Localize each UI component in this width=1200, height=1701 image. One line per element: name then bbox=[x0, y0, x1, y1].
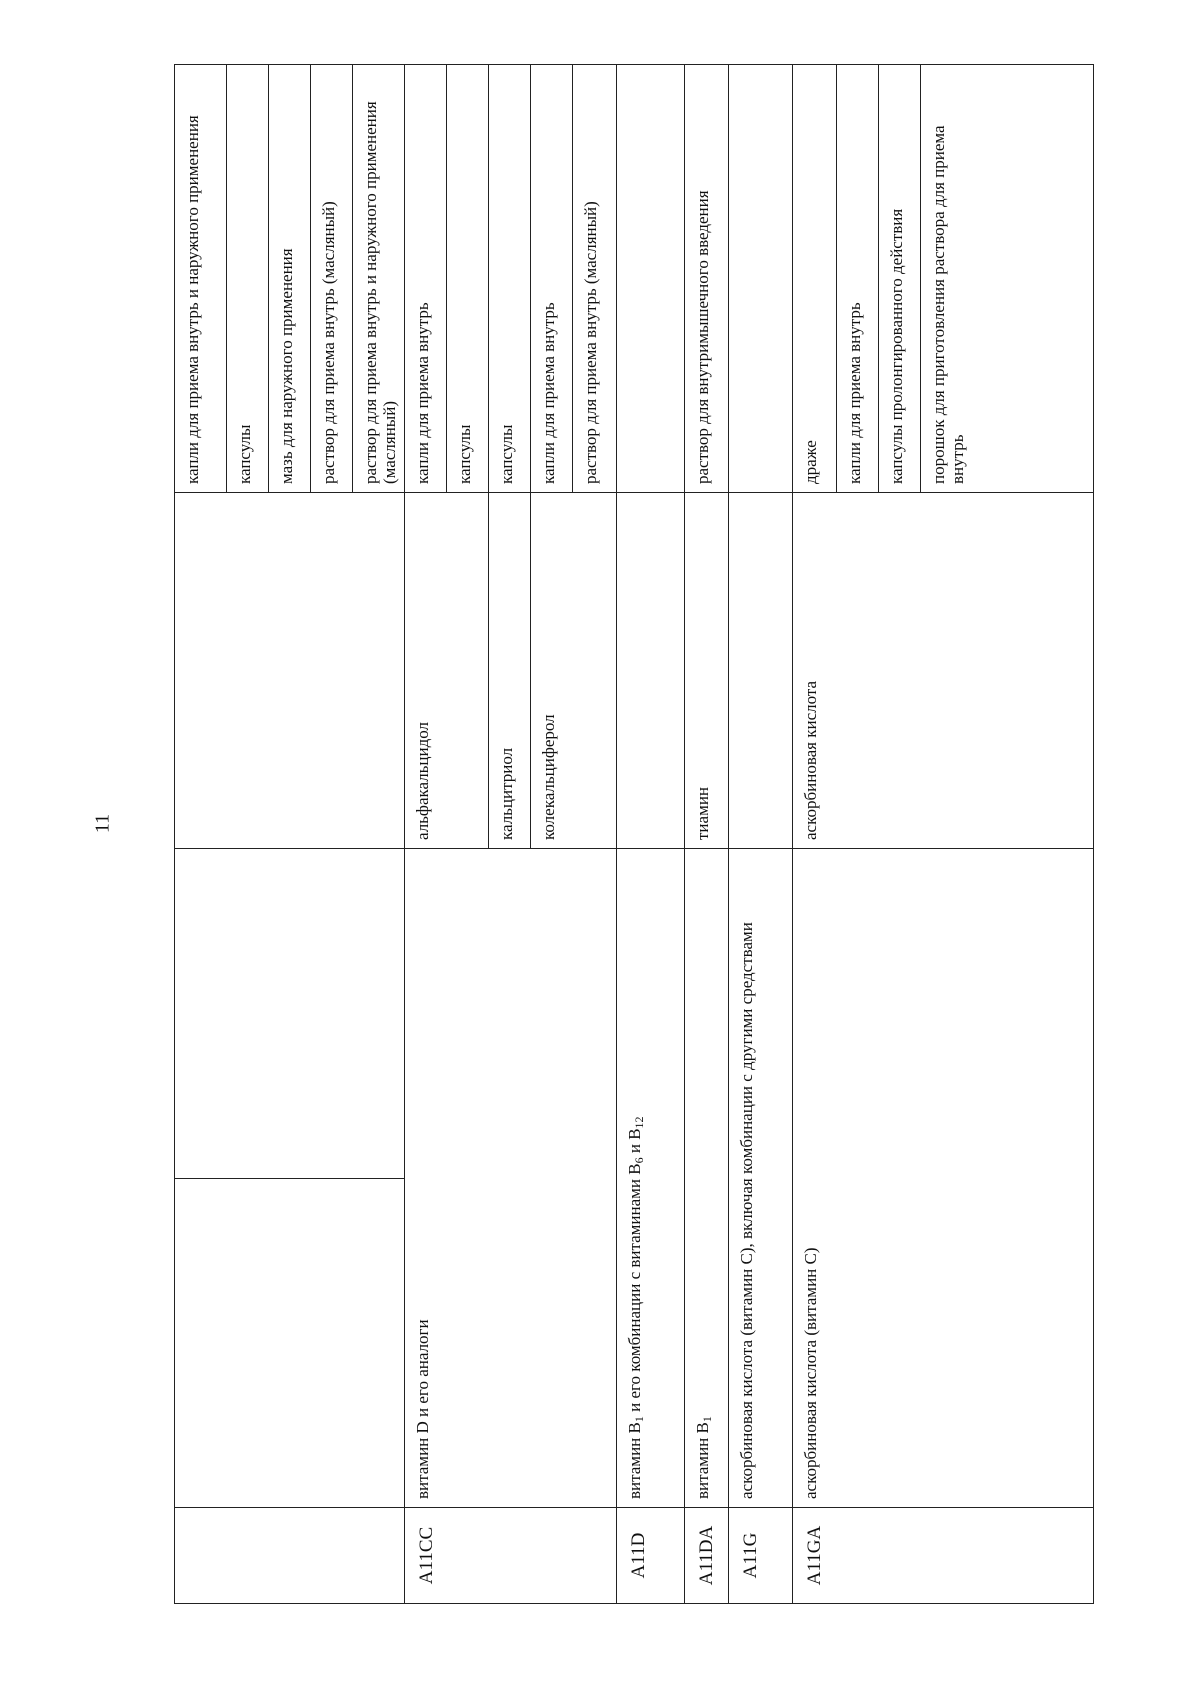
form-cell: раствор для приема внутрь (масляный) bbox=[573, 65, 617, 493]
atc-code: A11DA bbox=[685, 1508, 729, 1604]
atc-code: A11G bbox=[729, 1508, 793, 1604]
atc-code: A11GA bbox=[793, 1508, 1094, 1604]
group-name: аскорбиновая кислота (витамин C) bbox=[793, 849, 1094, 1508]
group-cell-empty bbox=[175, 849, 405, 1179]
form-cell: капли для приема внутрь и наружного применения bbox=[175, 65, 227, 493]
group-name: витамин D и его аналоги bbox=[405, 849, 617, 1508]
form-cell: мазь для наружного применения bbox=[269, 65, 311, 493]
form-cell: раствор для приема внутрь и наружного применения (масляный) bbox=[353, 65, 405, 493]
table-row bbox=[729, 65, 793, 1604]
atc-code: A11CC bbox=[405, 1508, 617, 1604]
table-row bbox=[685, 65, 729, 1604]
group-name: витамин $B_1$ и его комбинации с витаминами $B_6$ и $B_{12}$ bbox=[617, 849, 685, 1508]
table-row bbox=[405, 65, 447, 1604]
form-cell: капсулы bbox=[489, 65, 531, 493]
drug-cell-empty bbox=[175, 493, 405, 849]
form-cell: драже bbox=[793, 65, 837, 493]
form-cell-empty bbox=[617, 65, 685, 493]
drug-name: аскорбиновая кислота bbox=[793, 493, 1094, 849]
code-cell-empty bbox=[175, 1508, 405, 1604]
drug-name: колекальциферол bbox=[531, 493, 617, 849]
group-name: витамин $B_1$ bbox=[685, 849, 729, 1508]
form-cell-empty bbox=[729, 65, 793, 493]
drug-name: тиамин bbox=[685, 493, 729, 849]
table-row bbox=[175, 65, 227, 1604]
drug-cell-empty bbox=[729, 493, 793, 849]
atc-code: A11D bbox=[617, 1508, 685, 1604]
table-row bbox=[793, 65, 837, 1604]
form-cell: капли для приема внутрь bbox=[837, 65, 879, 493]
drug-name: кальцитриол bbox=[489, 493, 531, 849]
form-cell: капли для приема внутрь bbox=[405, 65, 447, 493]
medication-table bbox=[174, 64, 1094, 1604]
form-cell: раствор для внутримышечного введения bbox=[685, 65, 729, 493]
table-row bbox=[617, 65, 685, 1604]
form-cell: капсулы bbox=[227, 65, 269, 493]
table-rotated-inner bbox=[174, 65, 1094, 1604]
form-cell: капли для приема внутрь bbox=[531, 65, 573, 493]
group-cell-empty bbox=[175, 1179, 405, 1508]
table-rotated-wrapper bbox=[174, 65, 1094, 1604]
form-cell: раствор для приема внутрь (масляный) bbox=[311, 65, 353, 493]
page-number: 11 bbox=[91, 813, 114, 834]
form-cell: порошок для приготовления раствора для приема внутрь bbox=[921, 65, 1094, 493]
drug-name: альфакальцидол bbox=[405, 493, 489, 849]
form-cell: капсулы пролонгированного действия bbox=[879, 65, 921, 493]
form-cell: капсулы bbox=[447, 65, 489, 493]
group-name: аскорбиновая кислота (витамин C), включая комбинации с другими средствами bbox=[729, 849, 793, 1508]
drug-cell-empty bbox=[617, 493, 685, 849]
